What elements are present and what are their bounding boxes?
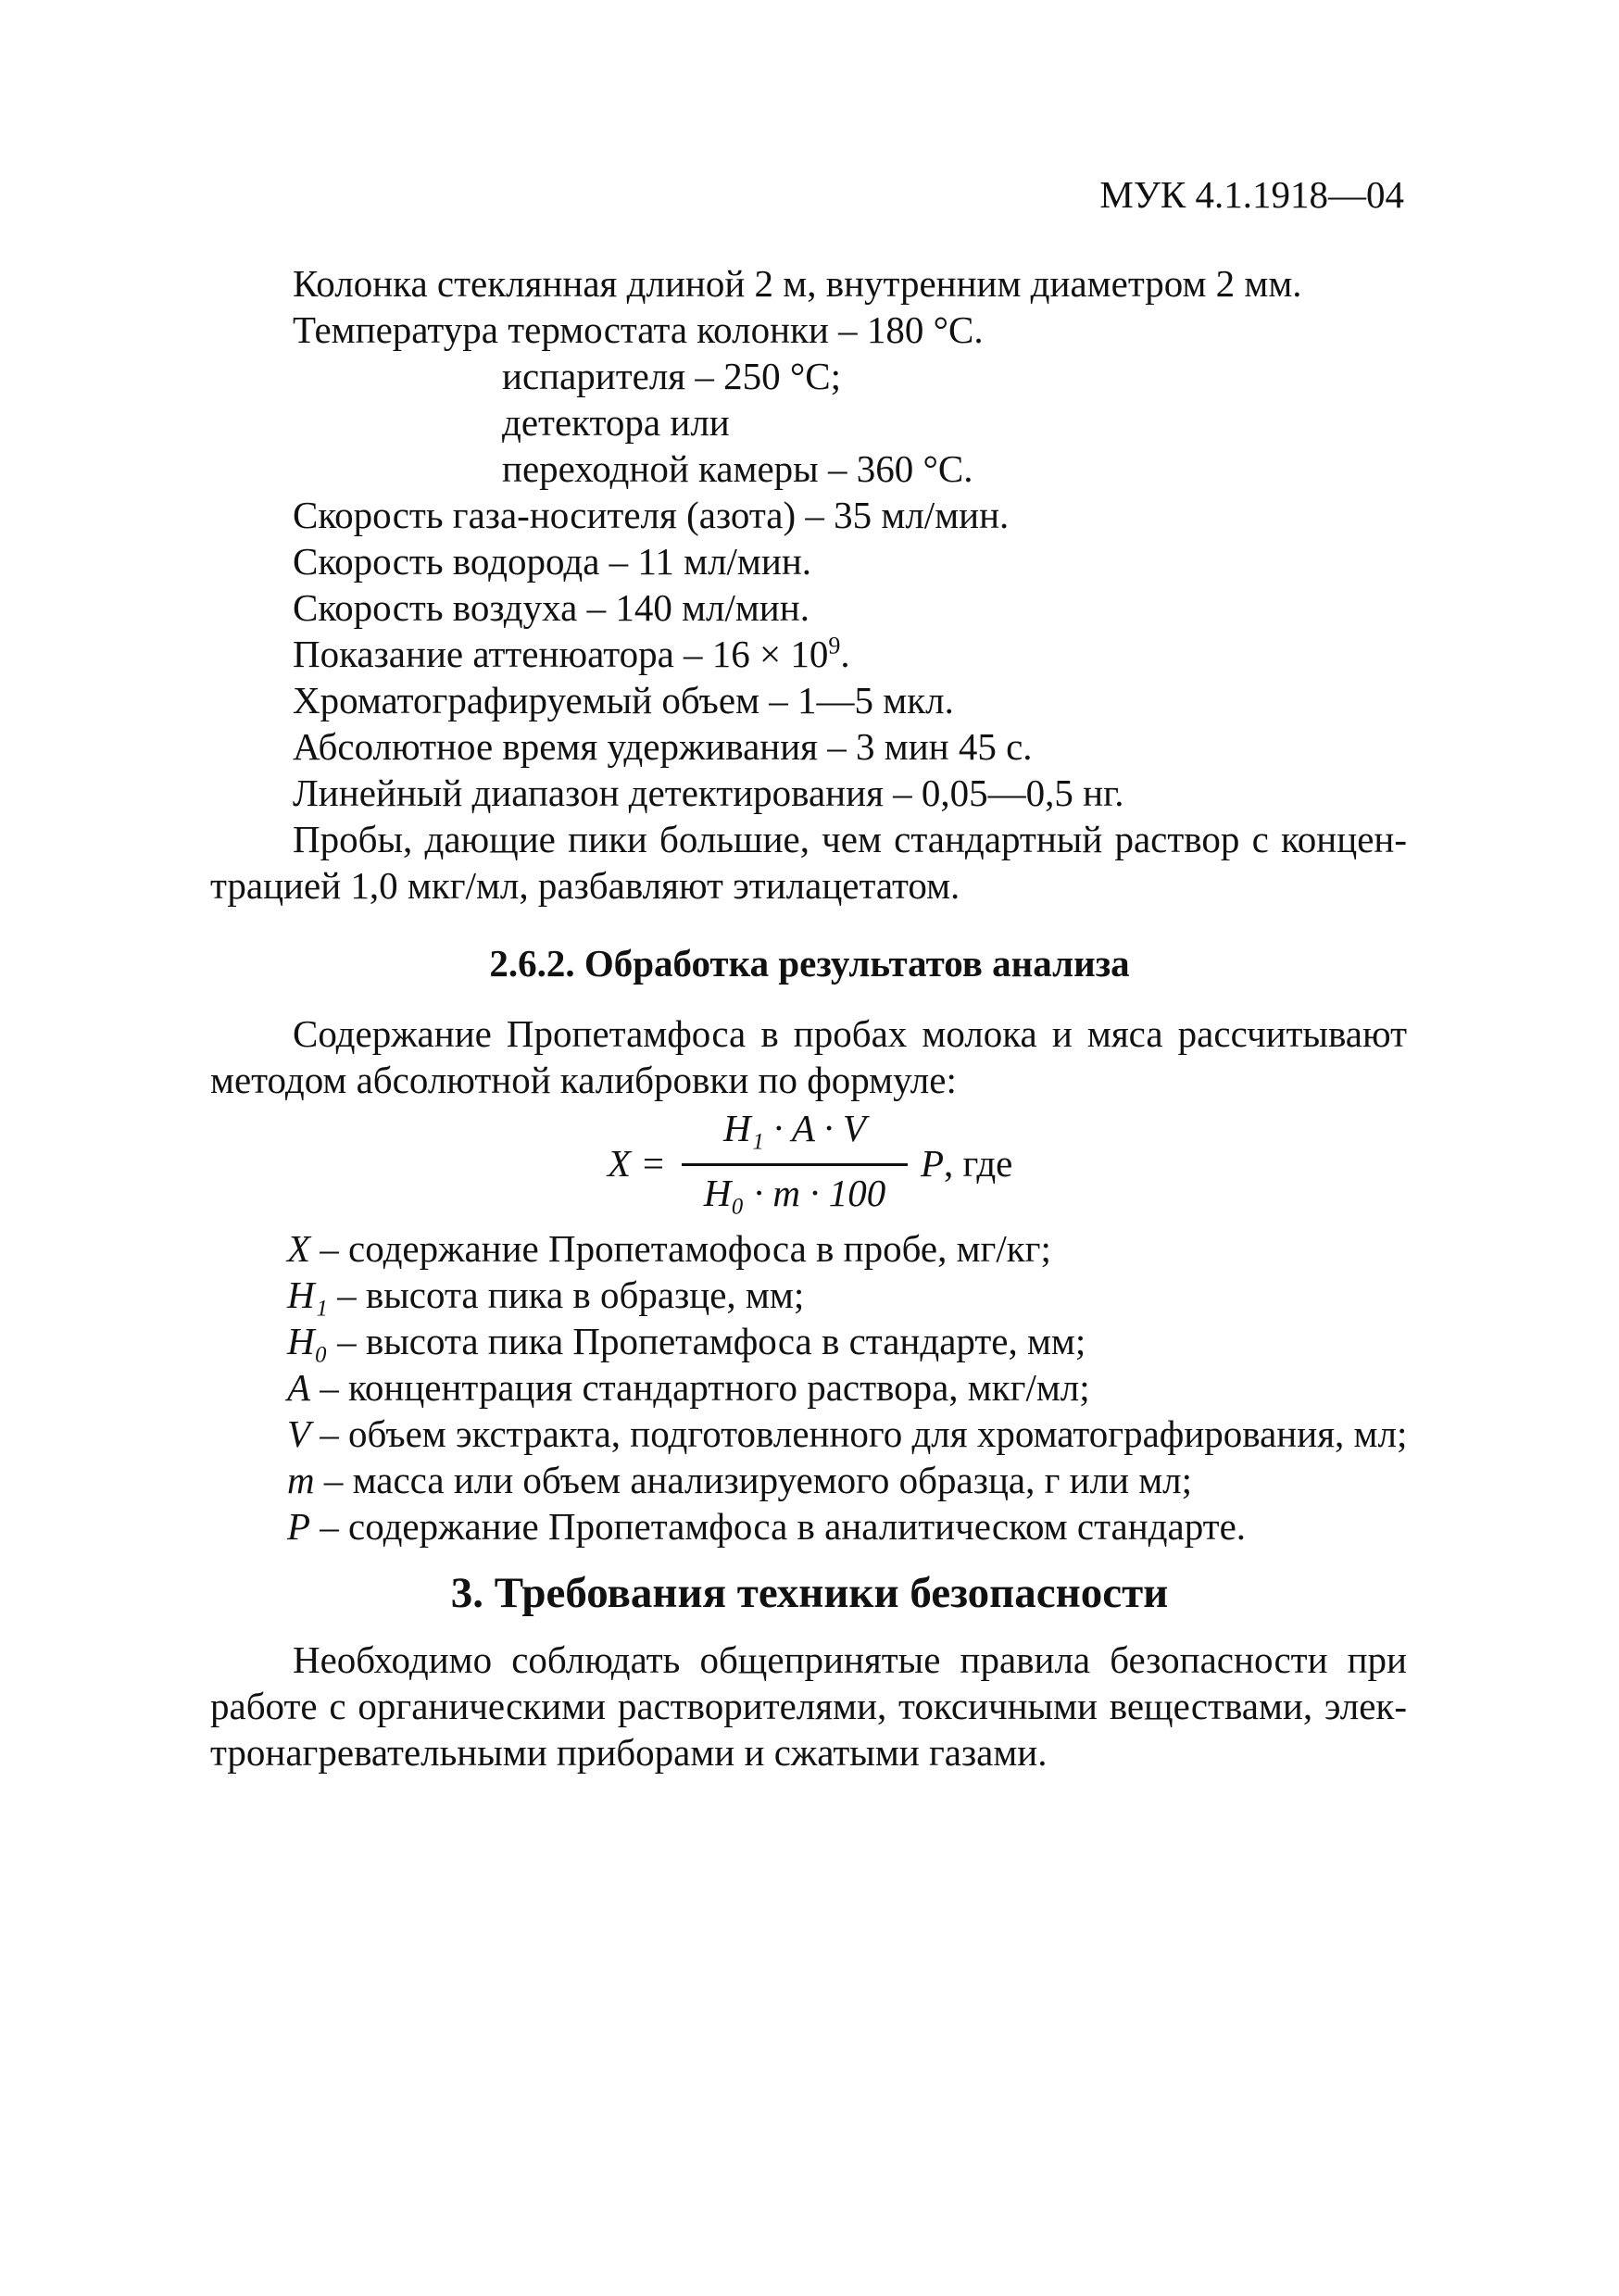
legend-text: – масса или объем анализируемого образца, г или мл; [314,1459,1193,1501]
legend-symbol: m [287,1459,315,1501]
dilution-line-1: Пробы, дающие пики большие, чем стандартный раствор с концен- [293,818,1407,860]
carrier-gas-speed-line: Скорость газа-носителя (азота) – 35 мл/мин. [293,494,1010,536]
legend-item [287,1411,1407,1456]
legend-symbol: A [287,1366,311,1409]
fraction-bar [682,1163,908,1166]
legend-text: – высота пика Пропетамфоса в стандарте, мм; [327,1320,1086,1362]
dilution-line-2: трацией 1,0 мкг/мл, разбавляют этилацетатом. [210,864,960,907]
formula-tail-text: , где [944,1142,1013,1185]
formula-numerator: H₁ · A · V [723,1107,866,1149]
section-3-line-1: Необходимо соблюдать общепринятые правила безопасности при [293,1638,1407,1681]
attenuator-exponent: 9 [828,632,841,659]
section-2-6-2-title: 2.6.2. Обработка результатов анализа [489,942,1130,985]
volume-line: Хроматографируемый объем – 1—5 мкл. [293,679,954,721]
attenuator-end: . [840,633,850,675]
legend-symbol: H₀ [287,1320,328,1362]
evaporator-temp-line: испарителя – 250 °С; [502,355,842,397]
formula-lhs: X = [608,1142,666,1185]
legend-text: – высота пика в образце, мм; [327,1273,805,1316]
thermostat-temp-line: Температура термостата колонки – 180 °С. [293,308,984,351]
legend-item [287,1273,804,1317]
legend-item [287,1226,1051,1271]
legend-item [287,1365,1090,1410]
legend-text: – содержание Пропетамфоса в аналитическом стандарте. [310,1505,1247,1548]
column-spec-line: Колонка стеклянная длиной 2 м, внутренним диаметром 2 мм. [293,262,1302,305]
formula-tail-variable: P [921,1142,945,1185]
section-2-6-2-line-2: методом абсолютной калибровки по формуле: [210,1059,957,1101]
linear-range-line: Линейный диапазон детектирования – 0,05—0,5 нг. [293,772,1124,814]
formula-denominator: H₀ · m · 100 [703,1172,886,1214]
calculation-formula [593,1106,1074,1226]
legend-text: – концентрация стандартного раствора, мкг/мл; [310,1366,1090,1409]
legend-symbol: V [287,1412,311,1455]
legend-symbol: P [287,1505,311,1548]
legend-symbol: X [287,1227,311,1270]
hydrogen-speed-line: Скорость водорода – 11 мл/мин. [293,540,812,583]
attenuator-label: Показание аттенюатора – 16 × 10 [293,633,829,675]
document-code-header: МУК 4.1.1918—04 [1099,173,1404,216]
legend-text: – объем экстракта, подготовленного для хроматографирования, мл; [310,1412,1408,1455]
attenuator-line [293,632,850,676]
section-2-6-2-line-1: Содержание Пропетамфоса в пробах молока и мяса рассчитывают [293,1012,1407,1055]
section-3-line-2: работе с органическими растворителями, токсичными веществами, элек- [210,1685,1407,1727]
legend-item [287,1319,1086,1363]
legend-symbol: H₁ [287,1273,328,1316]
section-3-title: 3. Требования техники безопасности [450,1569,1169,1617]
legend-item [287,1458,1192,1502]
section-3-line-3: тронагревательными приборами и сжатыми газами. [210,1731,1048,1774]
formula-rhs [921,1141,1012,1186]
air-speed-line: Скорость воздуха – 140 мл/мин. [293,586,810,629]
transfer-chamber-temp-line: переходной камеры – 360 °С. [502,447,973,490]
legend-text: – содержание Пропетамофоса в пробе, мг/кг; [310,1227,1051,1270]
legend-item [287,1504,1246,1549]
detector-line: детектора или [502,401,730,444]
retention-time-line: Абсолютное время удерживания – 3 мин 45 с. [293,725,1033,768]
